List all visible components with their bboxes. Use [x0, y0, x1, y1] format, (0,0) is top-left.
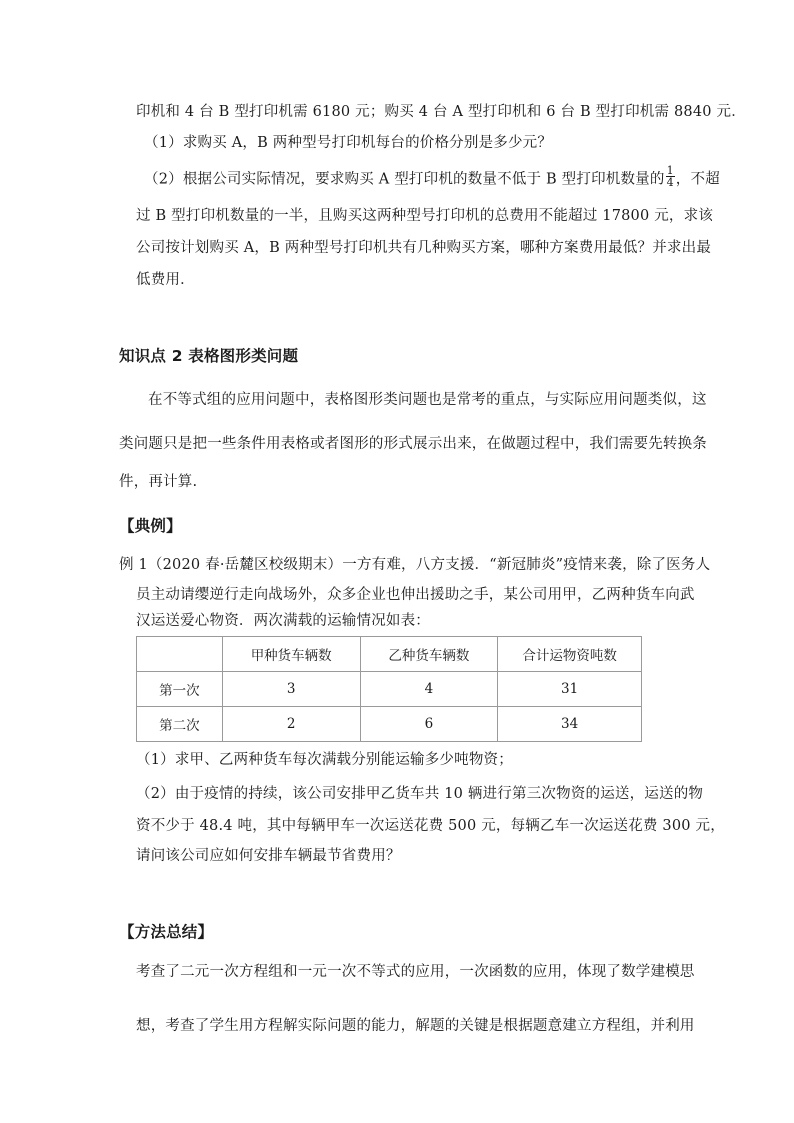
summary-line-2: 想，考查了学生用方程解实际问题的能力，解题的关键是根据题意建立方程组，并利用: [136, 1018, 695, 1034]
section-heading: 知识点 2 表格图形类问题: [119, 347, 299, 365]
section-paragraph-line-2: 类问题只是把一些条件用表格或者图形的形式展示出来，在做题过程中，我们需要先转换条: [119, 436, 707, 452]
table-header-cell: 甲种货车辆数: [222, 637, 360, 672]
example-question-2-line-3: 请问该公司应如何安排车辆最节省费用？: [136, 848, 401, 864]
section-paragraph-line-1: 在不等式组的应用问题中，表格图形类问题也是常考的重点，与实际应用问题类似，这: [148, 392, 707, 408]
intro-question-2-line-3: 公司按计划购买 A，B 两种型号打印机共有几种购买方案，哪种方案费用最低？并求出最: [136, 240, 712, 256]
intro-question-2-text-b: ，不超: [675, 171, 720, 188]
table-row: [137, 707, 642, 742]
fraction-denominator: 4: [666, 176, 674, 189]
table-cell: 第一次: [137, 672, 223, 707]
table-header-cell: 乙种货车辆数: [360, 637, 498, 672]
table-cell: 3: [222, 672, 360, 707]
intro-line-1: 印机和 4 台 B 型打印机需 6180 元；购买 4 台 A 型打印机和 6 台 B 型打印机需 8840 元．: [136, 104, 746, 120]
table-cell: 31: [498, 672, 642, 707]
table-cell: 4: [360, 672, 498, 707]
intro-question-1: （1）求购买 A，B 两种型号打印机每台的价格分别是多少元？: [144, 135, 553, 151]
example-line-1: 例 1（2020 春·岳麓区校级期末）一方有难，八方支援．“新冠肺炎”疫情来袭，除了医务人: [119, 557, 711, 573]
example-question-2-line-2: 资不少于 48.4 吨，其中每辆甲车一次运送花费 500 元，每辆乙车一次运送花费 300 元，: [136, 818, 725, 834]
transport-table: [136, 636, 642, 742]
table-header-row: [137, 637, 642, 672]
example-line-3: 汉运送爱心物资．两次满载的运输情况如表：: [136, 613, 430, 629]
table-cell: 34: [498, 707, 642, 742]
fraction-numerator: 1: [666, 164, 674, 177]
table-header-cell: 合计运物资吨数: [498, 637, 642, 672]
summary-label: 【方法总结】: [119, 923, 214, 941]
intro-question-2-line-1: [144, 164, 720, 191]
table-cell: 6: [360, 707, 498, 742]
example-line-2: 员主动请缨逆行走向战场外，众多企业也伸出援助之手，某公司用甲，乙两种货车向武: [136, 587, 695, 603]
intro-question-2-line-2: 过 B 型打印机数量的一半，且购买这两种型号打印机的总费用不能超过 17800 元，求该: [136, 208, 714, 224]
example-question-2-line-1: （2）由于疫情的持续，该公司安排甲乙货车共 10 辆进行第三次物资的运送，运送的物: [136, 786, 704, 802]
intro-question-2-text-a: （2）根据公司实际情况，要求购买 A 型打印机的数量不低于 B 型打印机数量的: [144, 171, 665, 188]
example-label: 【典例】: [119, 517, 182, 535]
table-cell: 第二次: [137, 707, 223, 742]
fraction-one-quarter: [666, 165, 675, 188]
example-question-1: （1）求甲、乙两种货车每次满载分别能运输多少吨物资；: [136, 752, 513, 768]
summary-line-1: 考查了二元一次方程组和一元一次不等式的应用，一次函数的应用，体现了数学建模思: [136, 964, 695, 980]
table-header-cell: [137, 637, 223, 672]
table-row: [137, 672, 642, 707]
intro-question-2-line-4: 低费用．: [136, 272, 195, 288]
section-paragraph-line-3: 件，再计算.: [119, 474, 198, 490]
table-cell: 2: [222, 707, 360, 742]
